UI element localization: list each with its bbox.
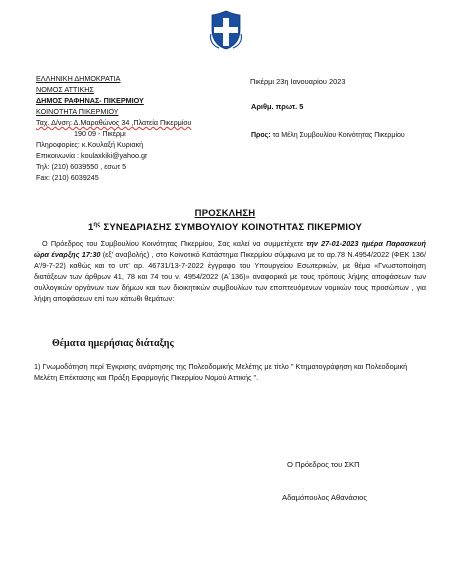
signature-name: Αδαμόπουλος Αθανάσιος xyxy=(282,493,368,502)
header-line-republic: ΕΛΛΗΝΙΚΗ ΔΗΜΟΚΡΑΤΙΑ xyxy=(36,74,121,83)
greek-republic-emblem xyxy=(209,10,243,50)
document-title: ΠΡΟΣΚΛΗΣΗ xyxy=(194,208,256,219)
agenda-heading: Θέματα ημερήσιας διάταξης xyxy=(52,338,174,349)
signature-role: Ο Πρόεδρος του ΣΚΠ xyxy=(287,460,360,469)
header-postcode: 190 09 - Πικέρμι xyxy=(74,129,126,138)
header-line-municipality: ΔΗΜΟΣ ΡΑΦΗΝΑΣ- ΠΙΚΕΡΜΙΟΥ xyxy=(36,96,144,105)
protocol-number: Αριθμ. πρωτ. 5 xyxy=(251,102,304,111)
header-phone: Τηλ: (210) 6039550 , εσωτ 5 xyxy=(36,162,127,171)
header-address: Ταχ. Δ/νση: Δ.Μαραθώνος 34 ,Πλατεία Πικερμίου xyxy=(36,118,192,127)
header-info: Πληροφορίες: κ.Κουλαξή Κυριακή xyxy=(36,140,144,149)
document-subtitle: $1^{\eta\varsigma}$ ΣΥΝΕΔΡΙΑΣΗΣ ΣΥΜΒΟΥΛΙΟΥ ΚΟΙΝΟΤΗΤΑΣ ΠΙΚΕΡΜΙΟΥ xyxy=(87,222,363,234)
header-line-community: ΚΟΙΝΟΤΗΤΑ ΠΙΚΕΡΜΙΟΥ xyxy=(36,107,119,116)
header-fax: Fax: (210) 6039245 xyxy=(36,173,99,182)
agenda-item: 1) Γνωμοδότηση περί Έγκρισης ανάρτησης της Πολεοδομικής Μελέτης με τίτλο " Κτηματογράφηση και Πολεοδομική Μελέτη Επέκτασης και Πράξη Εφαρμογής Πικερμίου Νομού Αττικής ". xyxy=(34,362,408,382)
document-date: Πικέρμι 23η Ιανουαρίου 2023 xyxy=(250,77,346,86)
header-contact: Επικοινωνία : koulaxkiki@yahoo.gr xyxy=(36,151,148,160)
invitation-paragraph: Ο Πρόεδρος του Συμβουλίου Κοινότητας Πικερμίου, Σας καλεί να συμμετέχετε την 27-01-2023 ημέρα Παρασκευή ώρα έναρξης 17:30 (εξ' αναβολής) , στο Κοινοτικό Κατάστημα Πικερμίου σύμφωνα με το αρ.78 Ν.4954/2022 (ΦΕΚ 136/Α'/9-7-22) καθώς και το υπ' αρ. 46731/13-7-2022 έγγραφο του Υπουργείου Εσωτερικών, με θέμα «Γνωστοποίηση διατάξεων των άρθρων 41, 78 και 74 του ν. 4954/2022 (Α΄136)» αναφορικά με τους τρόπους λήψης αποφάσεων των συλλογικών οργάνων των δήμων και των διοικητικών συμβουλίων των εποπτευόμενων νομικών τους προσώπων , για λήψη αποφάσεων επί των κάτωθι θεμάτων: xyxy=(34,239,426,303)
recipients: Προς: τα Μέλη Συμβουλίου Κοινότητας Πικερμίου xyxy=(251,132,405,139)
header-line-prefecture: ΝΟΜΟΣ ΑΤΤΙΚΗΣ xyxy=(36,85,94,94)
recipients-text: τα Μέλη Συμβουλίου Κοινότητας Πικερμίου xyxy=(270,132,405,139)
